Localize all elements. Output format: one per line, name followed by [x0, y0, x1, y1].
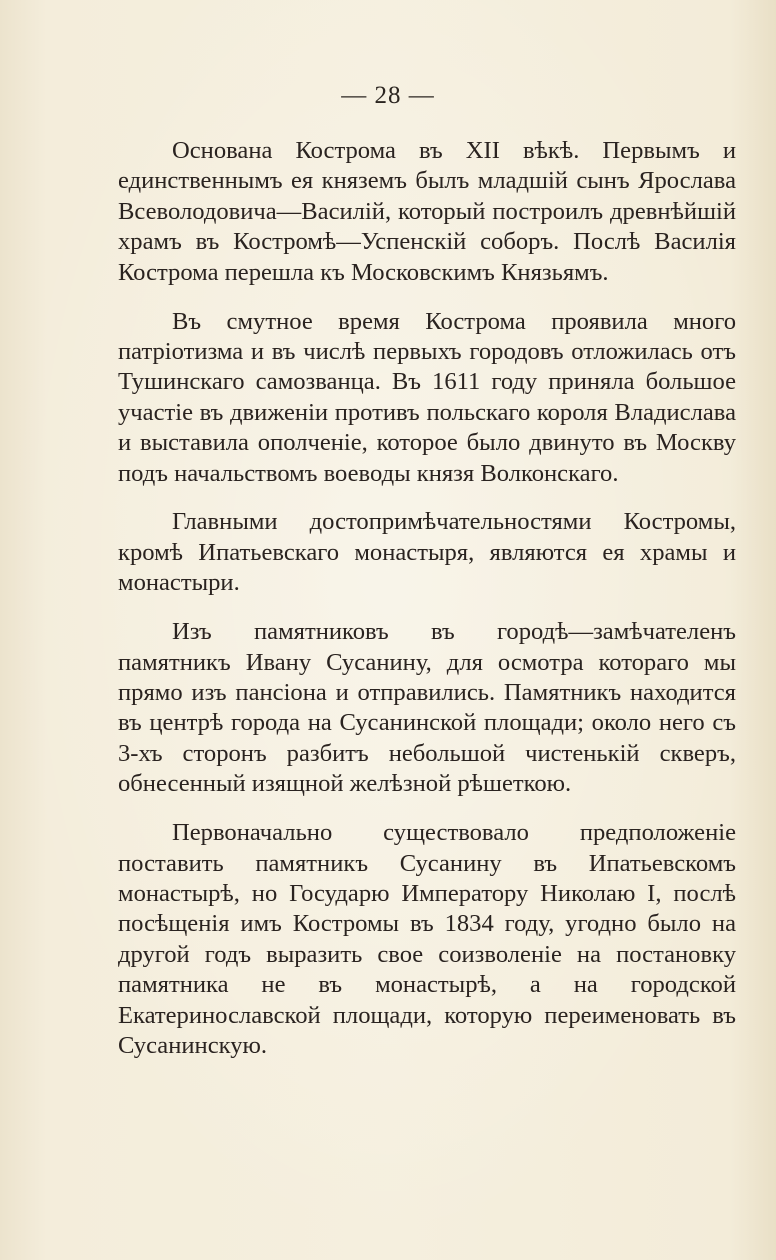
body-text [118, 136, 736, 1061]
paragraph-landmarks: Главными достопримѣчательностями Костромы, кромѣ Ипатьевскаго монастыря, являются ея храмы и монастыри. [118, 508, 736, 597]
paragraph-kostroma-founding: Основана Кострома въ XII вѣкѣ. Первымъ и единственнымъ ея княземъ былъ младшій сынъ Ярослава Всеволодовича—Василій, который построилъ древнѣйшій храмъ въ Костромѣ—Успенскій соборъ. Послѣ Василія Кострома перешла къ Московскимъ Князьямъ. [118, 137, 736, 286]
page-number: — 28 — [341, 82, 435, 109]
paragraph-susanin-monument: Изъ памятниковъ въ городѣ—замѣчателенъ памятникъ Ивану Сусанину, для осмотра котораго мы прямо изъ пансіона и отправились. Памятникъ находится въ центрѣ города на Сусанинской площади; около него съ 3-хъ сторонъ разбитъ небольшой чистенькій скверъ, обнесенный изящной желѣзной рѣшеткою. [118, 618, 736, 798]
paragraph-time-of-troubles: Въ смутное время Кострома проявила много патріотизма и въ числѣ первыхъ городовъ отложилась отъ Тушинскаго самозванца. Въ 1611 году приняла большое участіе въ движеніи противъ польскаго короля Владислава и выставила ополченіе, которое было двинуто въ Москву подъ начальствомъ воеводы князя Волконскаго. [118, 307, 736, 487]
paragraph-monument-history: Первоначально существовало предположеніе поставить памятникъ Сусанину въ Ипатьевскомъ монастырѣ, но Государю Императору Николаю I, послѣ посѣщенія имъ Костромы въ 1834 году, угодно было на другой годъ выразить свое соизволеніе на постановку памятника не въ монастырѣ, а на городской Екатеринославской площади, которую переименовать въ Сусанинскую. [118, 819, 736, 1059]
